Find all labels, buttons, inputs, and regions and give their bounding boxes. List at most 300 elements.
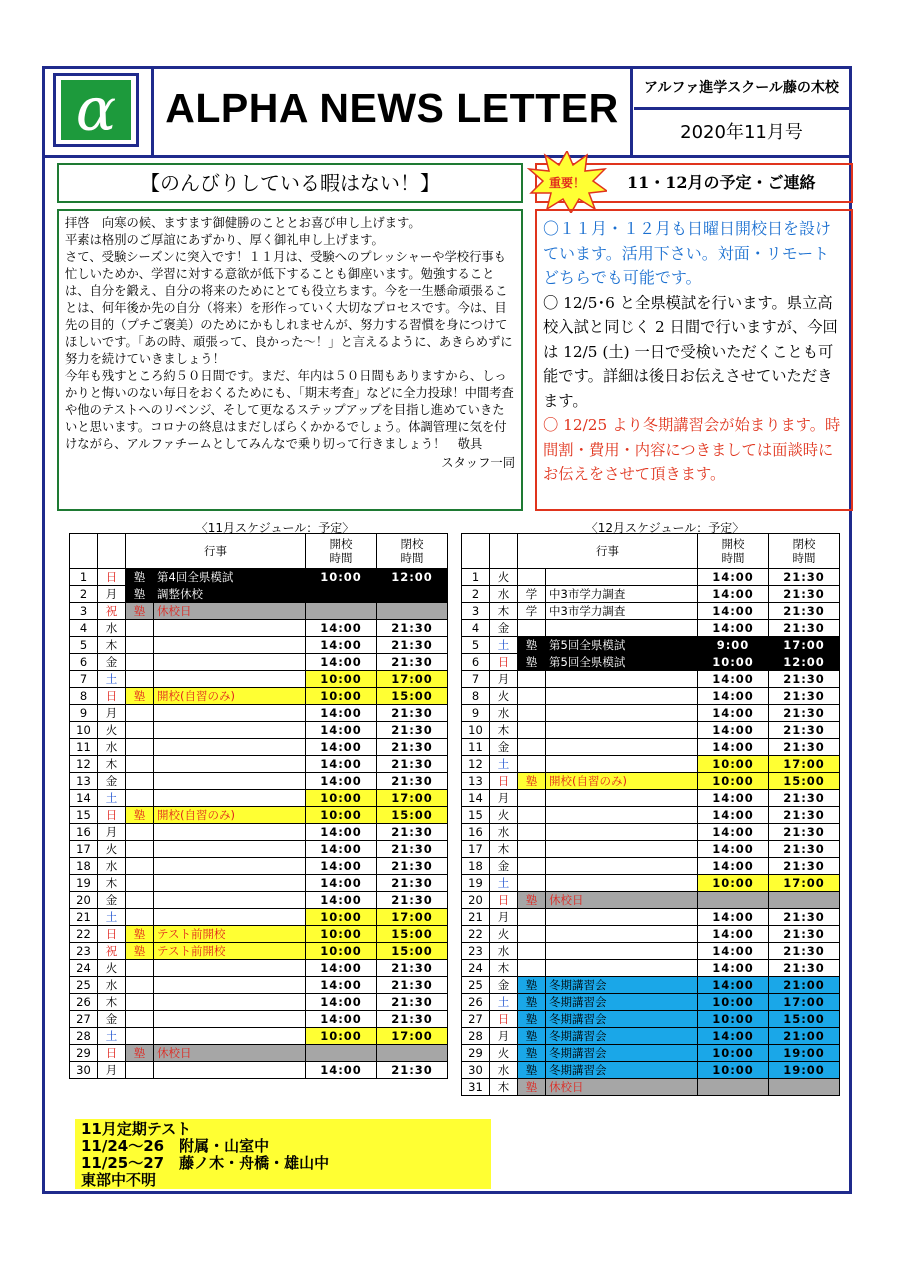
event-tag (126, 960, 154, 977)
day-number: 21 (462, 909, 490, 926)
day-number: 24 (462, 960, 490, 977)
schedule-row (70, 722, 448, 739)
close-time: 21:30 (769, 739, 840, 756)
event-name (546, 620, 698, 637)
open-time: 14:00 (306, 1062, 377, 1079)
schedule-row (462, 1079, 840, 1096)
event-tag (518, 722, 546, 739)
schedule-row (70, 671, 448, 688)
weekday: 月 (490, 1028, 518, 1045)
event-tag (126, 705, 154, 722)
day-number: 28 (462, 1028, 490, 1045)
close-time: 21:30 (377, 637, 448, 654)
open-time (306, 1045, 377, 1062)
newsletter-frame (42, 66, 852, 1194)
header-cell (98, 534, 126, 569)
weekday: 木 (98, 875, 126, 892)
event-tag: 塾 (518, 773, 546, 790)
notice-heading: 11・12月の予定・ご連絡 (627, 173, 816, 192)
open-time: 10:00 (306, 569, 377, 586)
open-time: 10:00 (306, 1028, 377, 1045)
day-number: 5 (462, 637, 490, 654)
event-name: 調整休校 (154, 586, 306, 603)
close-time: 17:00 (377, 1028, 448, 1045)
open-time: 14:00 (306, 841, 377, 858)
schedule-row (462, 620, 840, 637)
close-time: 21:30 (769, 926, 840, 943)
header-event: 行事 (518, 534, 698, 569)
day-number: 12 (462, 756, 490, 773)
close-time: 17:00 (769, 756, 840, 773)
open-time: 14:00 (698, 977, 769, 994)
event-tag (126, 858, 154, 875)
day-number: 10 (462, 722, 490, 739)
event-tag: 塾 (126, 1045, 154, 1062)
close-time (377, 1045, 448, 1062)
event-name: 冬期講習会 (546, 994, 698, 1011)
close-time: 15:00 (377, 926, 448, 943)
open-time (698, 1079, 769, 1096)
event-name: 第4回全県模試 (154, 569, 306, 586)
event-name (154, 722, 306, 739)
open-time: 10:00 (306, 926, 377, 943)
day-number: 22 (70, 926, 98, 943)
event-tag: 塾 (126, 586, 154, 603)
day-number: 20 (70, 892, 98, 909)
close-time: 21:30 (377, 892, 448, 909)
event-tag (126, 977, 154, 994)
event-name (154, 1011, 306, 1028)
open-time (306, 603, 377, 620)
weekday: 土 (490, 637, 518, 654)
weekday: 水 (98, 620, 126, 637)
day-number: 25 (70, 977, 98, 994)
event-tag: 塾 (126, 943, 154, 960)
weekday: 金 (490, 977, 518, 994)
close-time: 17:00 (769, 875, 840, 892)
event-name: 休校日 (546, 892, 698, 909)
day-number: 13 (70, 773, 98, 790)
schedule-row (462, 739, 840, 756)
event-name (154, 705, 306, 722)
event-tag (126, 1062, 154, 1079)
event-name (546, 790, 698, 807)
open-time: 10:00 (306, 790, 377, 807)
weekday: 月 (98, 824, 126, 841)
event-tag: 塾 (126, 688, 154, 705)
schedule-row (70, 1062, 448, 1079)
close-time: 21:30 (769, 807, 840, 824)
schedule-row (70, 620, 448, 637)
close-time: 12:00 (377, 569, 448, 586)
day-number: 28 (70, 1028, 98, 1045)
close-time: 21:30 (769, 960, 840, 977)
schedule-row (462, 790, 840, 807)
december-schedule-title: 〈12月スケジュール：予定〉 (585, 521, 745, 535)
notice-heading-box (535, 163, 853, 203)
close-time (377, 586, 448, 603)
schedule-row (70, 569, 448, 586)
close-time: 21:30 (769, 586, 840, 603)
open-time (306, 586, 377, 603)
open-time: 14:00 (698, 807, 769, 824)
event-name (154, 875, 306, 892)
event-name: 冬期講習会 (546, 977, 698, 994)
event-name (154, 1062, 306, 1079)
day-number: 9 (462, 705, 490, 722)
event-tag (126, 909, 154, 926)
schedule-row (462, 773, 840, 790)
day-number: 13 (462, 773, 490, 790)
event-name: テスト前開校 (154, 943, 306, 960)
event-tag: 塾 (518, 1011, 546, 1028)
weekday: 日 (98, 807, 126, 824)
event-name (154, 841, 306, 858)
day-number: 26 (462, 994, 490, 1011)
open-time: 10:00 (698, 994, 769, 1011)
event-tag (126, 654, 154, 671)
event-name (546, 807, 698, 824)
day-number: 4 (462, 620, 490, 637)
open-time: 14:00 (698, 586, 769, 603)
schedule-row (70, 688, 448, 705)
weekday: 土 (490, 994, 518, 1011)
event-name: 開校(自習のみ) (154, 807, 306, 824)
event-name: テスト前開校 (154, 926, 306, 943)
open-time: 14:00 (698, 569, 769, 586)
event-tag (126, 892, 154, 909)
weekday: 日 (490, 892, 518, 909)
open-time: 14:00 (306, 773, 377, 790)
event-tag (518, 960, 546, 977)
table-header-row (462, 534, 840, 569)
event-tag (126, 773, 154, 790)
open-time: 10:00 (306, 909, 377, 926)
weekday: 木 (98, 994, 126, 1011)
weekday: 木 (98, 756, 126, 773)
event-tag (518, 739, 546, 756)
close-time: 21:30 (769, 620, 840, 637)
event-tag: 塾 (518, 892, 546, 909)
event-name (154, 620, 306, 637)
schedule-row (462, 824, 840, 841)
weekday: 水 (98, 858, 126, 875)
header-cell (462, 534, 490, 569)
weekday: 火 (98, 841, 126, 858)
event-name: 開校(自習のみ) (546, 773, 698, 790)
day-number: 27 (462, 1011, 490, 1028)
event-tag (518, 671, 546, 688)
regular-tests-box (75, 1119, 491, 1189)
close-time: 21:30 (769, 688, 840, 705)
header (45, 69, 849, 158)
event-tag: 学 (518, 603, 546, 620)
event-tag: 塾 (518, 977, 546, 994)
event-name (546, 671, 698, 688)
day-number: 7 (462, 671, 490, 688)
close-time: 21:30 (377, 739, 448, 756)
open-time: 14:00 (306, 654, 377, 671)
open-time: 14:00 (306, 705, 377, 722)
weekday: 月 (490, 671, 518, 688)
open-time: 14:00 (698, 943, 769, 960)
weekday: 土 (98, 909, 126, 926)
event-tag (518, 807, 546, 824)
close-time: 21:30 (377, 841, 448, 858)
day-number: 7 (70, 671, 98, 688)
event-name (154, 1028, 306, 1045)
schedule-row (462, 756, 840, 773)
day-number: 16 (462, 824, 490, 841)
weekday: 土 (490, 756, 518, 773)
event-name (154, 858, 306, 875)
schedule-row (462, 960, 840, 977)
event-tag (518, 909, 546, 926)
event-name: 冬期講習会 (546, 1045, 698, 1062)
schedule-row (70, 977, 448, 994)
schedule-row (462, 926, 840, 943)
open-time: 10:00 (306, 807, 377, 824)
open-time: 10:00 (306, 688, 377, 705)
close-time: 21:30 (377, 977, 448, 994)
close-time: 15:00 (377, 807, 448, 824)
event-tag (126, 790, 154, 807)
open-time: 14:00 (306, 858, 377, 875)
schedule-row (462, 1028, 840, 1045)
open-time: 14:00 (698, 620, 769, 637)
close-time: 12:00 (769, 654, 840, 671)
greeting-paragraph: 今年も残すところ約５０日間です。まだ、年内は５０日間もありますから、しっかりと悔いのない毎日をおくるためにも、「期末考査」などに全力投球！中間考査や他のテストへのリベンジ、そして更なるステップアップを目指し進めていきたいと思います。コロナの終息はまだしばらくかかるでしょう。体調管理に気を付けながら、アルファチームとしてみんなで乗り切って行きましょう！ 敬具 (65, 369, 514, 451)
weekday: 水 (490, 1062, 518, 1079)
schedule-row (462, 688, 840, 705)
day-number: 2 (70, 586, 98, 603)
open-time: 9:00 (698, 637, 769, 654)
close-time: 21:30 (769, 705, 840, 722)
logo-background (61, 80, 131, 140)
open-time: 14:00 (698, 671, 769, 688)
close-time: 21:00 (769, 1028, 840, 1045)
notice-body (535, 209, 853, 511)
open-time: 10:00 (698, 1011, 769, 1028)
open-time: 14:00 (698, 841, 769, 858)
weekday: 日 (490, 654, 518, 671)
event-name (154, 824, 306, 841)
header-cell (490, 534, 518, 569)
schedule-row (462, 943, 840, 960)
event-tag (126, 841, 154, 858)
day-number: 1 (70, 569, 98, 586)
weekday: 金 (98, 892, 126, 909)
close-time: 21:30 (769, 569, 840, 586)
day-number: 15 (462, 807, 490, 824)
greeting-body (57, 209, 523, 511)
event-name (546, 705, 698, 722)
table-header-row (70, 534, 448, 569)
day-number: 18 (462, 858, 490, 875)
day-number: 14 (462, 790, 490, 807)
schedule-row (70, 586, 448, 603)
schedule-row (462, 977, 840, 994)
event-name (546, 926, 698, 943)
open-time: 14:00 (698, 926, 769, 943)
day-number: 24 (70, 960, 98, 977)
close-time: 21:30 (769, 671, 840, 688)
day-number: 29 (70, 1045, 98, 1062)
event-tag (126, 671, 154, 688)
close-time: 21:30 (377, 756, 448, 773)
event-tag (518, 756, 546, 773)
schedule-row (70, 790, 448, 807)
alpha-logo-icon (61, 80, 131, 140)
event-tag (518, 926, 546, 943)
schedule-row (70, 807, 448, 824)
event-tag: 塾 (126, 569, 154, 586)
schedule-row (70, 1011, 448, 1028)
schedule-row (462, 1011, 840, 1028)
event-name: 開校(自習のみ) (154, 688, 306, 705)
event-name: 中3市学力調査 (546, 603, 698, 620)
close-time (769, 892, 840, 909)
important-burst-icon (527, 151, 607, 213)
event-name (546, 858, 698, 875)
schedule-row (462, 671, 840, 688)
day-number: 27 (70, 1011, 98, 1028)
event-name (546, 943, 698, 960)
weekday: 木 (490, 841, 518, 858)
important-badge-text: 重要！ (548, 176, 586, 190)
close-time: 19:00 (769, 1062, 840, 1079)
day-number: 11 (70, 739, 98, 756)
event-name (546, 909, 698, 926)
header-close-time: 閉校 時間 (377, 534, 448, 569)
weekday: 月 (98, 1062, 126, 1079)
weekday: 祝 (98, 603, 126, 620)
notice-item-mock-exam: 〇 12/5･6 と全県模試を行います。県立高校入試と同じく 2 日間で行いますが、今回は 12/5 (土) 一日で受検いただくことも可能です。詳細は後日お伝えさせていただきます。 (543, 293, 838, 410)
weekday: 日 (490, 1011, 518, 1028)
open-time: 14:00 (698, 909, 769, 926)
event-name (546, 841, 698, 858)
weekday: 水 (490, 705, 518, 722)
close-time: 15:00 (377, 943, 448, 960)
day-number: 21 (70, 909, 98, 926)
event-tag (126, 620, 154, 637)
day-number: 26 (70, 994, 98, 1011)
weekday: 月 (490, 790, 518, 807)
open-time: 14:00 (698, 688, 769, 705)
event-name (546, 569, 698, 586)
header-close-time: 閉校 時間 (769, 534, 840, 569)
schedule-row (70, 994, 448, 1011)
weekday: 土 (490, 875, 518, 892)
schedule-row (70, 943, 448, 960)
weekday: 月 (98, 705, 126, 722)
open-time: 14:00 (698, 1028, 769, 1045)
day-number: 16 (70, 824, 98, 841)
event-tag: 塾 (518, 1028, 546, 1045)
event-tag (518, 569, 546, 586)
schedule-row (462, 892, 840, 909)
weekday: 土 (98, 671, 126, 688)
schedule-row (462, 603, 840, 620)
day-number: 8 (462, 688, 490, 705)
day-number: 17 (462, 841, 490, 858)
header-event: 行事 (126, 534, 306, 569)
schedule-row (70, 1045, 448, 1062)
open-time: 14:00 (306, 637, 377, 654)
event-tag (518, 841, 546, 858)
event-tag: 学 (518, 586, 546, 603)
day-number: 31 (462, 1079, 490, 1096)
weekday: 水 (98, 977, 126, 994)
open-time: 14:00 (698, 603, 769, 620)
day-number: 8 (70, 688, 98, 705)
day-number: 3 (462, 603, 490, 620)
event-tag (126, 722, 154, 739)
schedule-row (70, 858, 448, 875)
open-time: 14:00 (306, 739, 377, 756)
alpha-logo (53, 73, 139, 147)
close-time: 17:00 (377, 909, 448, 926)
day-number: 15 (70, 807, 98, 824)
close-time: 21:30 (769, 790, 840, 807)
day-number: 1 (462, 569, 490, 586)
open-time: 14:00 (698, 960, 769, 977)
event-tag (518, 790, 546, 807)
event-tag: 塾 (126, 603, 154, 620)
event-name (154, 909, 306, 926)
close-time: 21:30 (377, 1062, 448, 1079)
close-time: 21:30 (769, 858, 840, 875)
open-time: 14:00 (306, 977, 377, 994)
close-time: 21:30 (377, 722, 448, 739)
schedule-row (462, 909, 840, 926)
event-tag (518, 705, 546, 722)
header-open-time: 開校 時間 (306, 534, 377, 569)
open-time: 14:00 (306, 892, 377, 909)
close-time: 15:00 (769, 773, 840, 790)
event-name: 中3市学力調査 (546, 586, 698, 603)
event-name (154, 654, 306, 671)
november-schedule-title: 〈11月スケジュール：予定〉 (195, 521, 355, 535)
event-tag: 塾 (518, 1045, 546, 1062)
day-number: 30 (462, 1062, 490, 1079)
event-tag (126, 994, 154, 1011)
event-name: 冬期講習会 (546, 1062, 698, 1079)
close-time: 19:00 (769, 1045, 840, 1062)
event-tag: 塾 (518, 1062, 546, 1079)
open-time: 10:00 (698, 875, 769, 892)
close-time: 21:00 (769, 977, 840, 994)
greeting-paragraph: さて、受験シーズンに突入です！１１月は、受験へのプレッシャーや学校行事も忙しいためか、学習に対する意欲が低下することも御座います。勉強することは、自分を鍛え、自分の将来のためにとても役立ちます。今を一生懸命頑張ることは、何年後か先の自分（将来）を形作っていく大切なプロセスです。今は、目先の目的（プチご褒美）のためにかもしれませんが、努力する習慣を身につけてほしいです。「あの時、頑張って、良かった～！」と言えるように、あきらめずに努力を続けていきましょう！ (65, 250, 513, 366)
header-open-time: 開校 時間 (698, 534, 769, 569)
tests-line: 11月定期テスト (81, 1120, 192, 1138)
event-tag (126, 637, 154, 654)
weekday: 土 (98, 1028, 126, 1045)
event-tag (126, 1028, 154, 1045)
header-cell (70, 534, 98, 569)
day-number: 3 (70, 603, 98, 620)
close-time: 21:30 (769, 943, 840, 960)
close-time: 21:30 (377, 620, 448, 637)
open-time: 14:00 (698, 705, 769, 722)
event-name (154, 756, 306, 773)
schedule-row (70, 824, 448, 841)
close-time: 21:30 (377, 994, 448, 1011)
newsletter-title: ALPHA NEWS LETTER (165, 85, 619, 131)
day-number: 6 (70, 654, 98, 671)
weekday: 水 (98, 739, 126, 756)
event-tag (518, 824, 546, 841)
